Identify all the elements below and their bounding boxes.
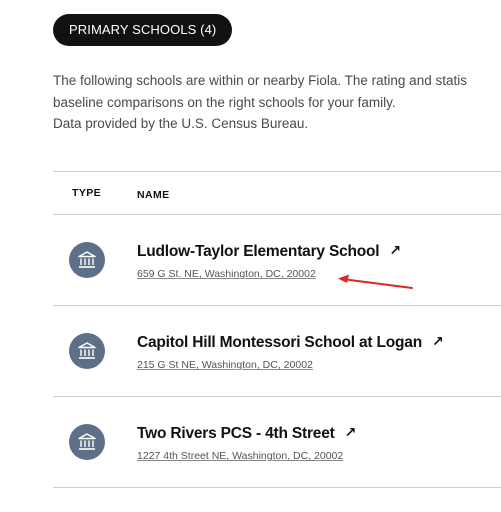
school-name-link[interactable] (137, 424, 356, 443)
external-link-icon: ↗ (432, 333, 444, 349)
column-header-name: NAME (137, 189, 170, 201)
school-address-link[interactable]: 215 G St NE, Washington, DC, 20002 (137, 359, 313, 371)
school-building-icon (69, 333, 105, 369)
primary-schools-badge[interactable]: PRIMARY SCHOOLS (4) (53, 14, 232, 46)
table-row (53, 306, 501, 397)
school-building-icon (69, 424, 105, 460)
intro-line-1: The following schools are within or nearby Fiola. The rating and statis (53, 73, 467, 88)
external-link-icon: ↗ (344, 424, 357, 440)
schools-table (53, 171, 501, 488)
table-row (53, 397, 501, 488)
school-building-icon (69, 242, 105, 278)
external-link-icon: ↗ (389, 242, 401, 258)
school-name-link[interactable] (137, 242, 401, 261)
table-header (53, 171, 501, 215)
school-name: Capitol Hill Montessori School at Logan (137, 334, 422, 351)
intro-text (53, 70, 501, 135)
table-row (53, 215, 501, 306)
school-name: Two Rivers PCS - 4th Street (137, 425, 335, 442)
column-header-type: TYPE (72, 187, 102, 199)
school-name-link[interactable] (137, 333, 444, 352)
intro-line-3: Data provided by the U.S. Census Bureau. (53, 116, 309, 131)
school-address-link[interactable]: 1227 4th Street NE, Washington, DC, 20002 (137, 450, 344, 462)
school-address-link[interactable]: 659 G St. NE, Washington, DC, 20002 (137, 268, 316, 280)
school-name: Ludlow-Taylor Elementary School (137, 243, 380, 260)
intro-line-2: baseline comparisons on the right schools for your family. (53, 94, 396, 110)
